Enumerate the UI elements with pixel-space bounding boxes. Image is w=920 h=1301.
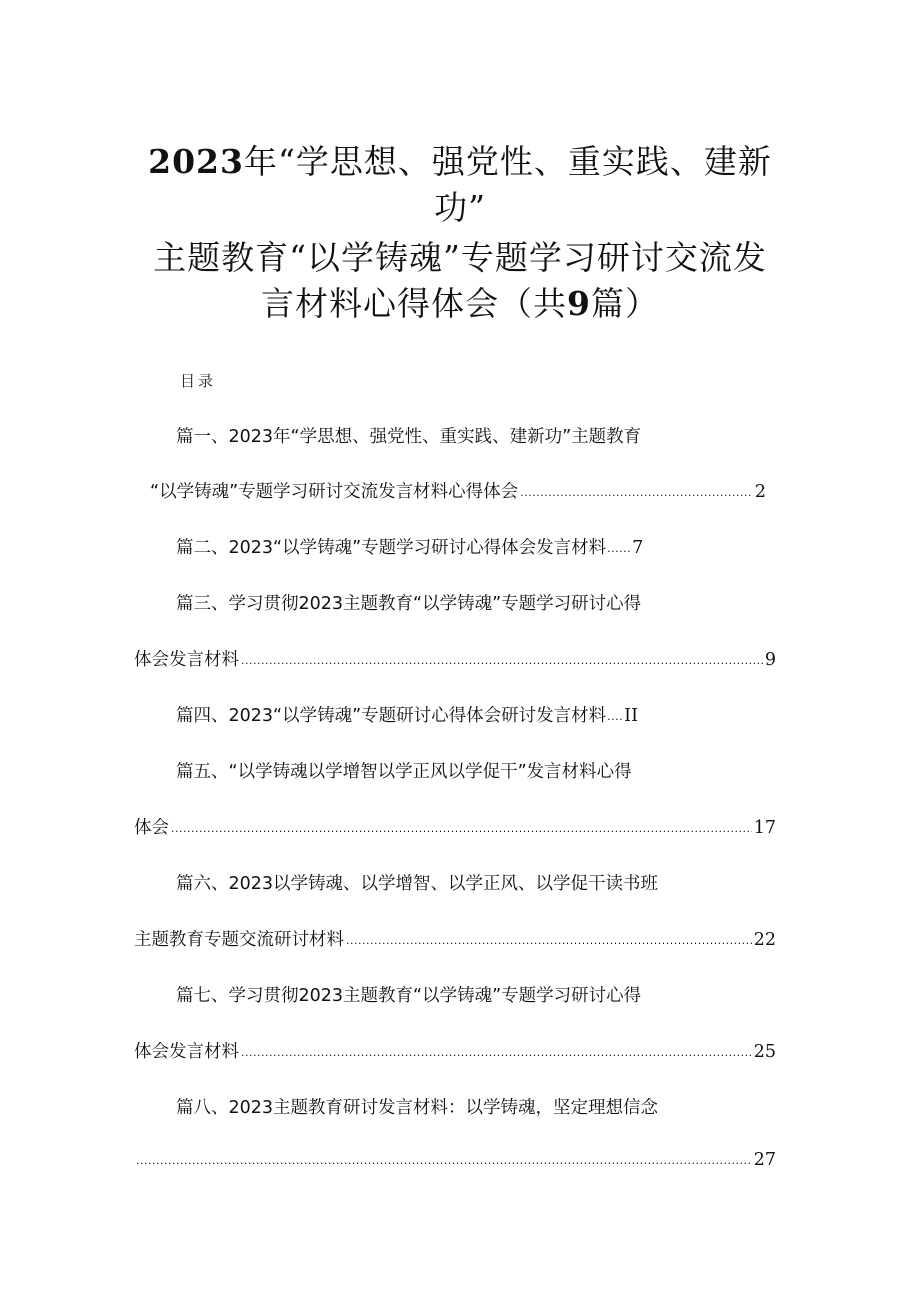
toc-entry-5-text: 体会 (134, 818, 169, 838)
toc-entry-6-page: 22 (753, 930, 776, 950)
toc-entry-4-page: II (624, 706, 638, 726)
title-line-1-text: 年“学思想、强党性、重实践、建新 (243, 142, 772, 181)
title-line-4 (110, 282, 810, 326)
toc-entry-7-page: 25 (753, 1042, 776, 1062)
toc-entry-5-line-1[interactable]: 篇五、“以学铸魂以学增智以学正风以学促干”发言材料心得 (176, 762, 632, 782)
title-line-1 (110, 140, 810, 184)
toc-entry-4[interactable] (176, 704, 638, 730)
toc-leader-dots (136, 1149, 752, 1173)
toc-entry-6-line-1[interactable]: 篇六、2023以学铸魂、以学增智、以学正风、以学促干读书班 (176, 874, 659, 894)
toc-entry-1-text: “以学铸魂”专题学习研讨交流发言材料心得体会 (150, 482, 519, 502)
toc-leader-dots (171, 817, 752, 841)
toc-entry-8-line-1[interactable]: 篇八、2023主题教育研讨发言材料：以学铸魂，坚定理想信念 (176, 1098, 659, 1118)
toc-entry-3-line-2[interactable] (134, 648, 776, 674)
toc-entry-8-line-2[interactable] (134, 1148, 776, 1174)
toc-entry-3-line-1[interactable]: 篇三、学习贯彻2023主题教育“以学铸魂”专题学习研讨心得 (176, 594, 642, 614)
toc-entry-2-page: 7 (632, 538, 644, 558)
title-line-2: 功” (434, 188, 486, 227)
toc-entry-5-line-2[interactable] (134, 816, 776, 842)
toc-entry-8-page: 27 (753, 1150, 776, 1170)
toc-entry-3-page: 9 (764, 650, 776, 670)
toc-entry-1-line-1[interactable]: 篇一、2023年“学思想、强党性、重实践、建新功”主题教育 (176, 427, 642, 447)
title-count: 9 (567, 284, 591, 323)
toc-entry-7-line-2[interactable] (134, 1040, 776, 1066)
toc-entry-7-line-1[interactable]: 篇七、学习贯彻2023主题教育“以学铸魂”专题学习研讨心得 (176, 986, 642, 1006)
toc-entry-1-line-2[interactable] (150, 480, 766, 506)
title-line-3: 主题教育“以学铸魂”专题学习研讨交流发 (153, 238, 767, 277)
toc-leader-dots (520, 481, 753, 505)
toc-entry-6-line-2[interactable] (134, 928, 776, 954)
title-year: 2023 (148, 142, 244, 181)
toc-entry-5-page: 17 (753, 818, 776, 838)
toc-leader-dots (241, 649, 763, 673)
toc-leader-dots (346, 929, 752, 953)
toc-entry-2[interactable] (176, 536, 643, 562)
toc-label: 目录 (180, 372, 217, 390)
toc-entry-4-dots: .... (607, 710, 624, 723)
title-line-4-text: 言材料心得体会（共 (261, 284, 568, 323)
toc-leader-dots (241, 1041, 752, 1065)
toc-entry-4-text: 篇四、2023“以学铸魂”专题研讨心得体会研讨发言材料 (176, 706, 607, 726)
toc-entry-2-dots: ...... (607, 542, 632, 555)
toc-entry-7-text: 体会发言材料 (134, 1042, 239, 1062)
toc-entry-2-text: 篇二、2023“以学铸魂”专题学习研讨心得体会发言材料 (176, 538, 607, 558)
toc-entry-6-text: 主题教育专题交流研讨材料 (134, 930, 344, 950)
toc-entry-3-text: 体会发言材料 (134, 650, 239, 670)
toc-entry-1-page: 2 (754, 482, 766, 502)
title-line-4-end: 篇） (590, 284, 659, 323)
